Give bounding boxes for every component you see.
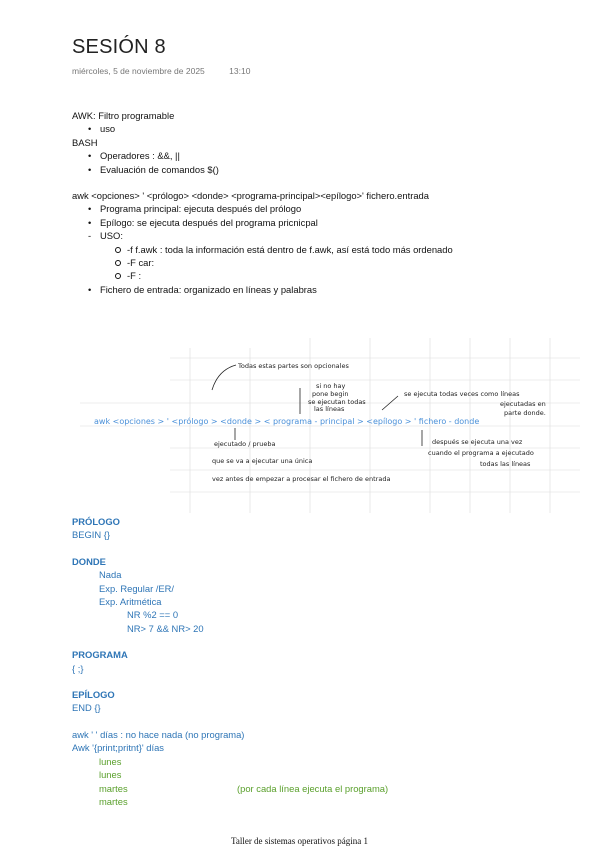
- donde-subitem: NR %2 == 0: [127, 609, 179, 621]
- awk-title: AWK: Filtro programable: [72, 110, 175, 121]
- sketch-note-left: vez antes de empezar a procesar el fichero de entrada: [212, 475, 391, 483]
- sketch-note-right: todas las líneas: [480, 460, 531, 468]
- example-output: lunes: [99, 769, 122, 781]
- page-date: miércoles, 5 de noviembre de 2025: [72, 66, 205, 76]
- page-title: SESIÓN 8: [72, 36, 166, 58]
- example-output: martes: [99, 795, 128, 807]
- page-footer: Taller de sistemas operativos página 1: [230, 836, 369, 846]
- uso-label: - USO:: [72, 229, 453, 242]
- donde-item: Exp. Regular /ER/: [99, 582, 175, 594]
- prologo-value: BEGIN {}: [72, 529, 111, 541]
- sketch-note-right: parte donde.: [504, 409, 546, 417]
- sketch-note: se ejecutan todas: [308, 398, 366, 406]
- awk-syntax: awk <opciones> ' <prólogo> <donde> <programa-principal><epílogo>' fichero.entrada: [72, 190, 429, 202]
- sketch-note: pone begin: [312, 390, 349, 398]
- uso-item: -F :: [72, 269, 453, 282]
- sketch-syntax: awk <opciones > ' <prólogo > <donde > < programa - principal > <epílogo > ' fichero - donde: [94, 417, 480, 426]
- sketch-note-left: que se va a ejecutar una única: [212, 457, 313, 465]
- sections-block: [72, 515, 389, 808]
- epilogo-heading: EPÍLOGO: [72, 689, 115, 701]
- sketch-note-right: después se ejecuta una vez: [432, 438, 523, 446]
- sketch-note-right: cuando el programa a ejecutado: [428, 449, 534, 457]
- sketch-note-top: Todas estas partes son opcionales: [238, 362, 349, 370]
- handwritten-sketch: [60, 318, 580, 518]
- notes-block: [72, 109, 453, 296]
- prologo-heading: PRÓLOGO: [72, 516, 120, 527]
- bash-item: • Operadores : &&, ||: [72, 149, 453, 162]
- example-output: lunes: [99, 755, 122, 767]
- example-output: martes: [99, 782, 128, 794]
- donde-item: Nada: [99, 569, 122, 581]
- sketch-arrow: [212, 365, 236, 390]
- sketch-note-right: ejecutadas en: [500, 400, 546, 408]
- sketch-note-left: ejecutado / prueba: [214, 440, 276, 448]
- syntax-item: • Programa principal: ejecuta después del prólogo: [72, 202, 453, 215]
- sketch-note: las líneas: [314, 405, 345, 413]
- programa-heading: PROGRAMA: [72, 649, 128, 661]
- example-line: awk ' ' días : no hace nada (no programa): [72, 728, 245, 740]
- donde-item: Exp. Aritmética: [99, 596, 162, 608]
- epilogo-value: END {}: [72, 702, 101, 714]
- sketch-note-right: se ejecuta todas veces como líneas: [404, 390, 520, 398]
- uso-item: -F car:: [72, 256, 453, 269]
- bash-item: • Evaluación de comandos $(): [72, 163, 453, 176]
- fichero-item: • Fichero de entrada: organizado en líneas y palabras: [72, 283, 453, 296]
- example-output-row: [72, 782, 389, 795]
- uso-item: -f f.awk : toda la información está dentro de f.awk, así está todo más ordenado: [72, 243, 453, 256]
- programa-value: { ;}: [72, 662, 84, 674]
- example-note: (por cada línea ejecuta el programa): [237, 782, 389, 794]
- awk-uso-item: • uso: [72, 122, 453, 135]
- example-line: Awk '{print;pritnt}' días: [72, 742, 164, 754]
- page-meta: [72, 66, 250, 76]
- sketch-note: si no hay: [316, 382, 346, 390]
- syntax-item: • Epílogo: se ejecuta después del programa pricnicpal: [72, 216, 453, 229]
- bash-title: BASH: [72, 136, 98, 148]
- donde-heading: DONDE: [72, 555, 106, 567]
- page-time: 13:10: [229, 66, 251, 76]
- donde-subitem: NR> 7 && NR> 20: [127, 622, 204, 634]
